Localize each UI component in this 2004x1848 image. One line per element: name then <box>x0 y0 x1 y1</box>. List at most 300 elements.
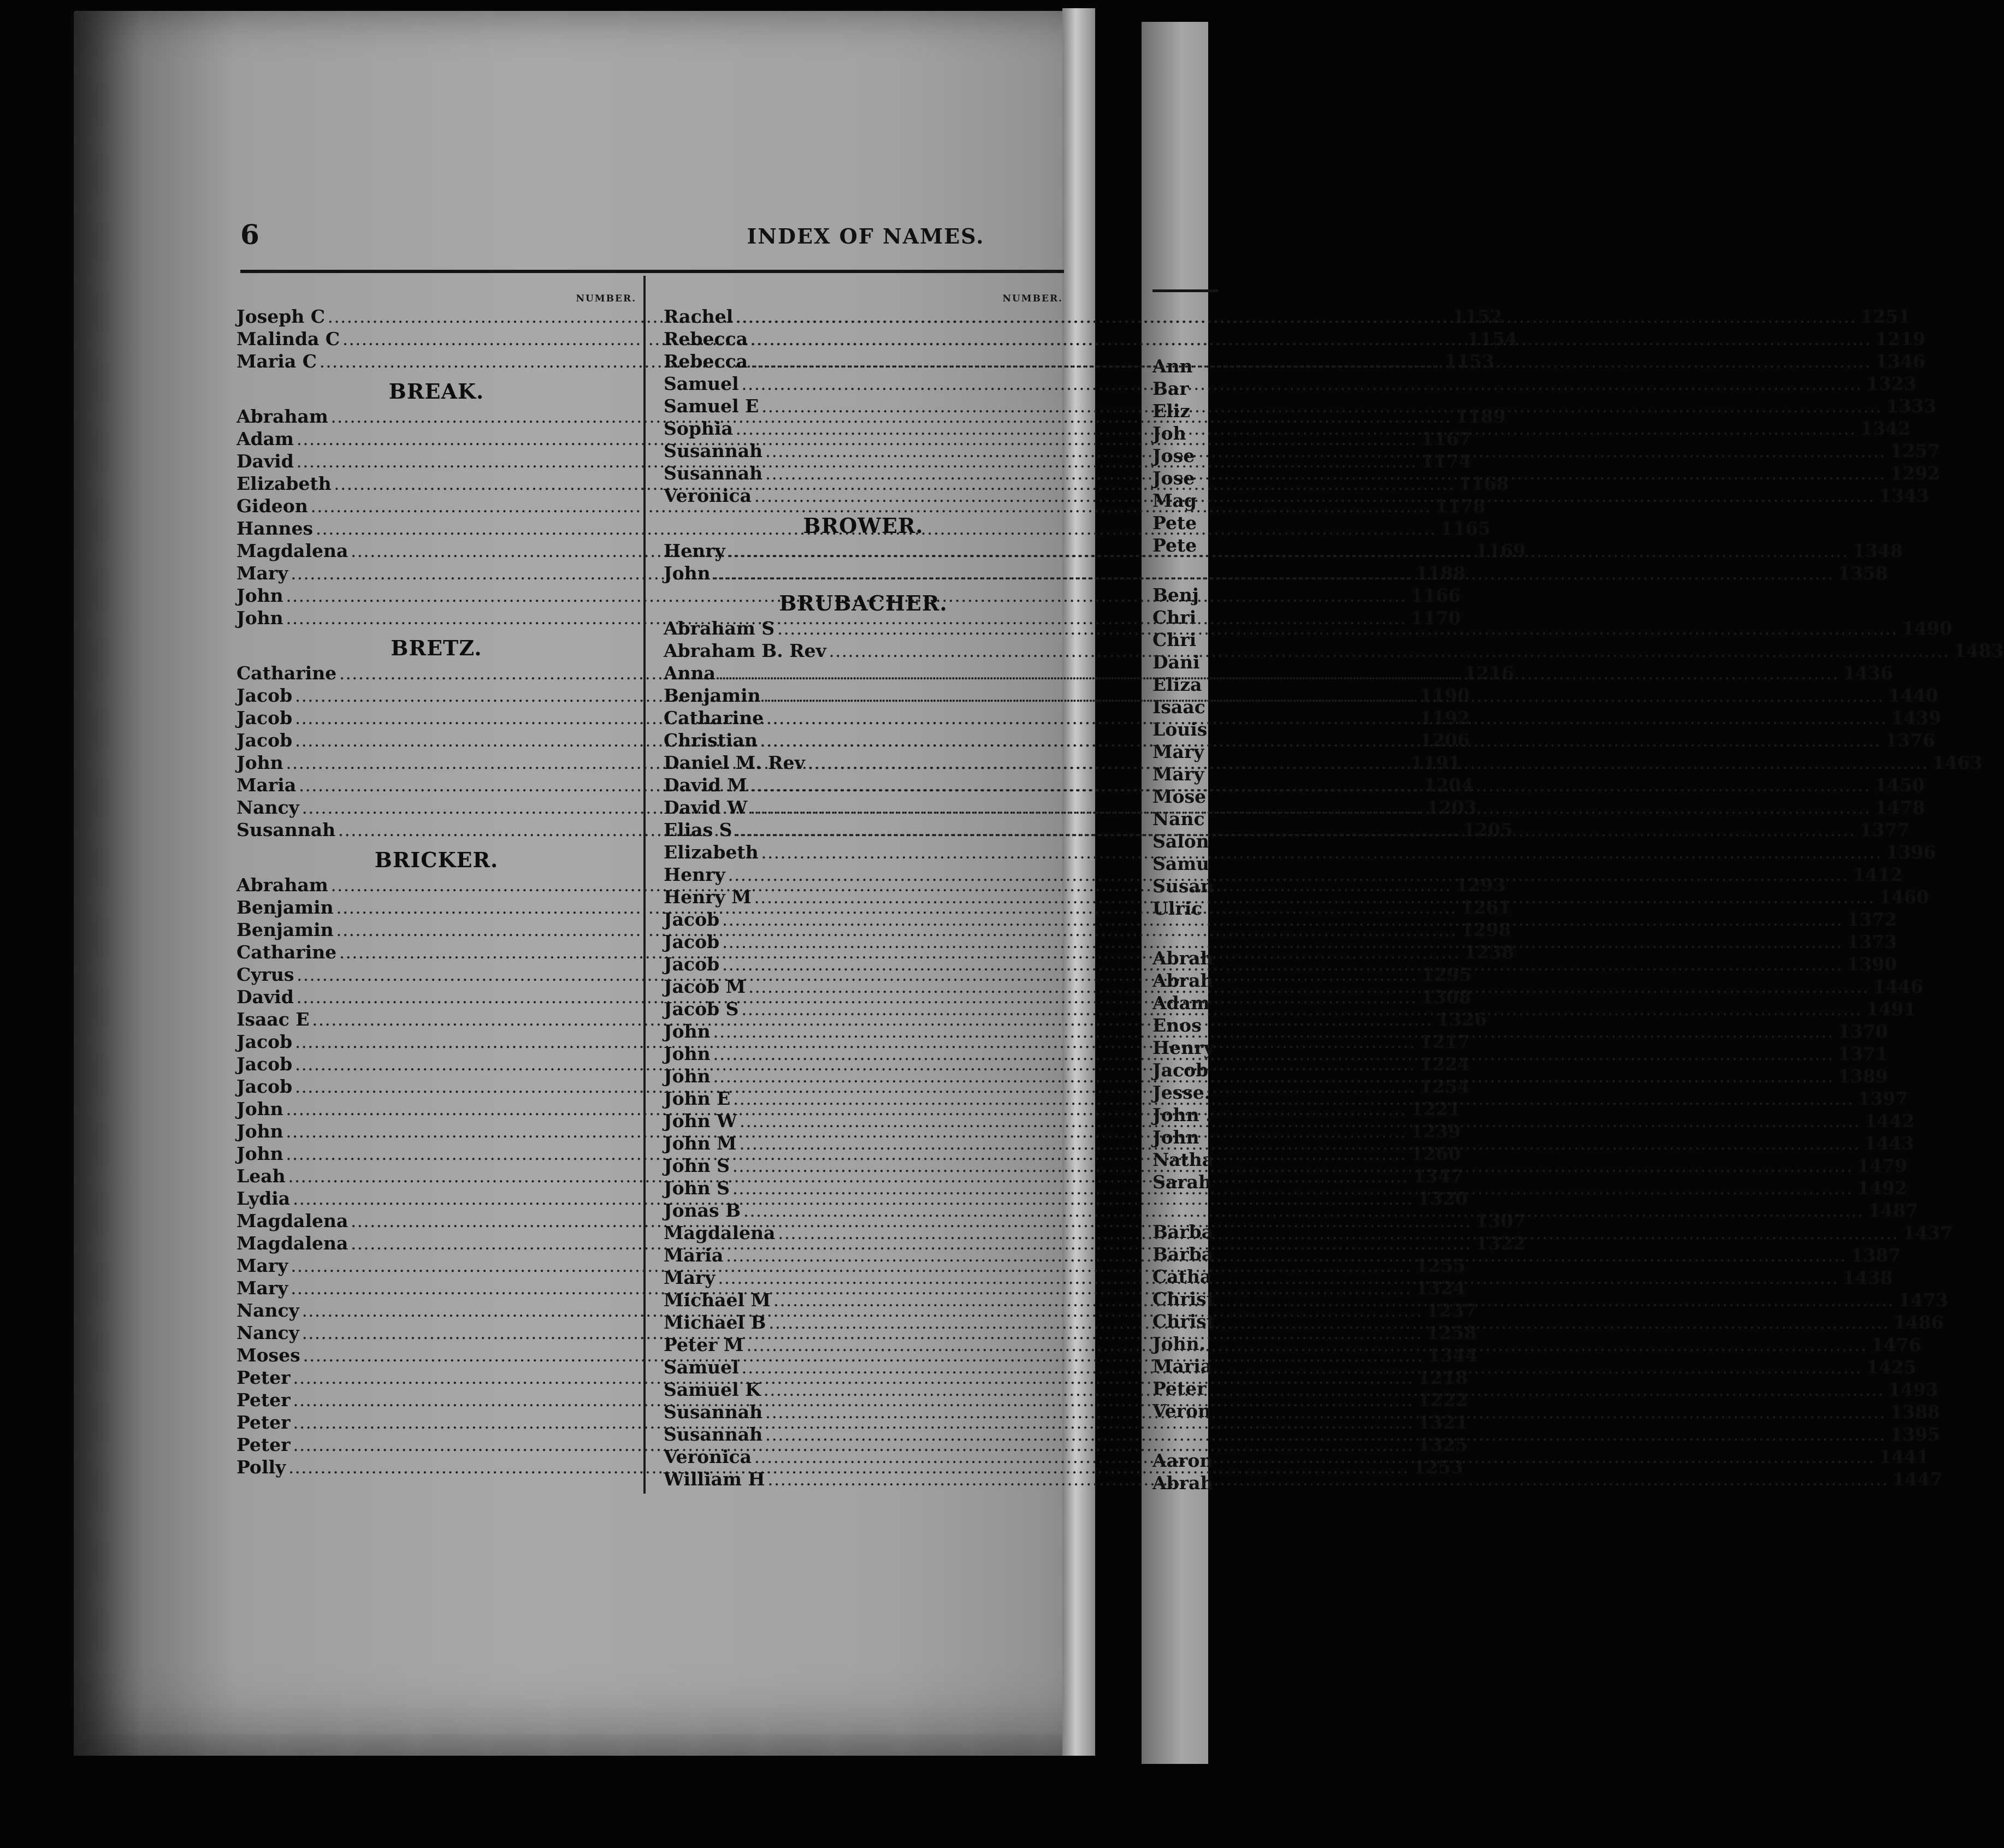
entry-number: 1238 <box>1464 941 1515 963</box>
entry-number: 1257 <box>1890 440 1941 461</box>
entry-number: 1492 <box>1857 1177 1907 1199</box>
entry-number: 1479 <box>1857 1155 1907 1176</box>
entry-number: 1460 <box>1878 886 1929 908</box>
entry-number: 1343 <box>1879 485 1929 506</box>
entry-number: 1188 <box>1415 562 1466 584</box>
entry-number: 1478 <box>1875 797 1925 818</box>
dot-leader <box>714 565 1835 587</box>
dot-leader <box>714 1023 1835 1045</box>
entry-name: Jacob <box>237 707 293 728</box>
entry-name: Mary <box>664 1267 716 1288</box>
entry-number: 1333 <box>1886 395 1937 417</box>
entry-name: Rebecca <box>664 328 748 350</box>
entry-name: Rachel <box>664 306 734 327</box>
dot-leader <box>736 308 1857 330</box>
entry-number: 1216 <box>1464 662 1515 684</box>
dot-leader <box>742 1000 1863 1023</box>
facing-page-name-fragment: Samu <box>1152 853 1210 874</box>
entry-number: 1237 <box>1426 1300 1477 1321</box>
entry-number: 1439 <box>1891 707 1942 728</box>
dot-leader <box>736 821 1857 844</box>
entry-number: 1326 <box>1437 1009 1487 1030</box>
entry-number: 1347 <box>1412 1165 1463 1187</box>
entry-number: 1490 <box>1902 618 1952 639</box>
entry-name: Benjamin <box>664 685 761 706</box>
dot-leader <box>751 353 1872 375</box>
facing-page-name-fragment: Maria <box>1152 1355 1213 1377</box>
entry-number: 1224 <box>1420 1053 1470 1075</box>
dot-leader <box>766 1426 1887 1448</box>
dot-leader <box>755 889 1876 911</box>
entry-number: 1438 <box>1842 1267 1893 1288</box>
entry-name: Abraham <box>237 874 328 896</box>
entry-name: Magdalena <box>237 1233 348 1254</box>
dot-leader <box>761 732 1882 754</box>
dot-leader <box>742 375 1863 398</box>
facing-page-name-fragment: Salon <box>1152 831 1209 852</box>
entry-name: Susannah <box>237 819 336 840</box>
entry-number: 1397 <box>1858 1088 1908 1109</box>
entry-name: Peter <box>237 1434 291 1455</box>
dot-leader <box>742 1359 1863 1381</box>
entry-number: 1253 <box>1413 1456 1464 1478</box>
facing-page-name-fragment: Jose <box>1152 445 1195 466</box>
entry-name: Michael B <box>664 1312 766 1333</box>
dot-leader <box>769 1471 1889 1493</box>
entry-number: 1387 <box>1851 1245 1901 1266</box>
entry-name: David <box>237 451 294 472</box>
entry-number: 1491 <box>1866 998 1917 1020</box>
facing-page-name-fragment: Mose <box>1152 786 1207 807</box>
entry-name: Joseph C <box>237 306 326 327</box>
entry-name: David M <box>664 774 747 796</box>
dot-leader <box>736 420 1857 442</box>
running-title: INDEX OF NAMES. <box>747 224 985 248</box>
entry-name: Mary <box>237 562 288 584</box>
surname-heading: BROWER. <box>803 513 924 538</box>
dot-leader <box>755 1448 1876 1471</box>
entry-number: 1436 <box>1843 662 1893 684</box>
header-rule <box>240 270 1064 273</box>
facing-page-name-fragment: Christ <box>1152 1288 1215 1310</box>
entry-number: 1218 <box>1417 1367 1468 1388</box>
entry-number: 1204 <box>1423 774 1474 796</box>
facing-page-name-fragment: Nanc <box>1152 808 1205 830</box>
facing-page-name-fragment: John . <box>1152 1104 1212 1126</box>
dot-leader <box>740 1112 1861 1135</box>
entry-number: 1476 <box>1871 1334 1922 1355</box>
number-column-label: NUMBER. <box>1002 293 1063 304</box>
dot-leader <box>774 1292 1895 1314</box>
facing-page-name-fragment: Mary <box>1152 741 1204 762</box>
entry-name: Susannah <box>664 1401 763 1423</box>
entry-number: 1190 <box>1420 685 1470 706</box>
entry-name: Magdalena <box>664 1222 776 1243</box>
facing-page-name-fragment: Jesse. <box>1152 1082 1211 1103</box>
entry-number: 1308 <box>1421 986 1471 1008</box>
entry-number: 1473 <box>1898 1289 1948 1311</box>
entry-number: 1370 <box>1837 1021 1888 1042</box>
entry-name: Veronica <box>664 485 752 506</box>
facing-page-name-fragment: Eliz <box>1152 400 1190 422</box>
entry-name: Hannes <box>237 518 314 539</box>
entry-number: 1206 <box>1420 730 1470 751</box>
entry-name: Jacob <box>237 1076 293 1097</box>
entry-number: 1165 <box>1440 518 1491 539</box>
entry-name: William H <box>664 1468 765 1490</box>
entry-number: 1377 <box>1859 819 1910 840</box>
entry-number: 1191 <box>1410 752 1461 773</box>
dot-leader <box>729 542 1849 565</box>
entry-number: 1324 <box>1415 1277 1466 1299</box>
entry-number: 1325 <box>1417 1434 1468 1455</box>
entry-number: 1348 <box>1852 540 1903 561</box>
entry-name: Mary <box>237 1255 288 1276</box>
entry-name: Nancy <box>237 1322 299 1343</box>
dot-leader <box>778 1224 1899 1247</box>
entry-name: Leah <box>237 1165 286 1187</box>
facing-page-name-fragment: Susan <box>1152 875 1214 897</box>
entry-number: 1221 <box>1410 1098 1461 1120</box>
dot-leader <box>749 978 1870 1000</box>
entry-name: Samuel <box>664 373 739 394</box>
entry-name: Peter <box>237 1367 291 1388</box>
entry-name: Jacob <box>664 931 720 952</box>
entry-number: 1192 <box>1420 707 1470 728</box>
dot-leader <box>747 1336 1868 1359</box>
entry-name: Jacob S <box>664 998 739 1020</box>
facing-page-name-fragment: Chri <box>1152 629 1197 650</box>
entry-number: 1437 <box>1902 1222 1953 1243</box>
facing-page-name-fragment: Benj <box>1152 584 1199 606</box>
entry-name: Jacob <box>237 730 293 751</box>
facing-page-name-fragment: Ann <box>1152 356 1193 377</box>
entry-number: 1389 <box>1837 1065 1888 1087</box>
entry-name: John W <box>664 1110 737 1132</box>
entry-name: David W <box>664 797 748 818</box>
entry-number: 1254 <box>1420 1076 1470 1097</box>
facing-page-rule <box>1152 289 1218 292</box>
surname-heading: BRETZ. <box>391 636 482 660</box>
entry-number: 1168 <box>1458 473 1509 494</box>
entry-number: 1320 <box>1417 1188 1468 1209</box>
entry-name: Nancy <box>237 797 299 818</box>
entry-name: Adam <box>237 428 294 449</box>
surname-heading: BREAK. <box>388 379 484 404</box>
entry-number: 1342 <box>1860 418 1911 439</box>
dot-leader <box>733 1157 1854 1180</box>
entry-number: 1261 <box>1461 897 1511 918</box>
entry-number: 1255 <box>1415 1255 1466 1276</box>
entry-number: 1323 <box>1866 373 1917 394</box>
entry-number: 1463 <box>1932 752 1983 773</box>
entry-number: 1217 <box>1420 1031 1470 1052</box>
entry-name: Catharine <box>237 941 337 963</box>
entry-name: Maria C <box>237 351 317 372</box>
entry-number: 1487 <box>1867 1200 1918 1221</box>
entry-number: 1390 <box>1847 953 1897 975</box>
facing-page-name-fragment: Mary <box>1152 763 1204 785</box>
entry-name: Magdalena <box>237 1210 348 1231</box>
entry-name: Michael M <box>664 1289 771 1311</box>
entry-name: Jacob M <box>664 976 746 997</box>
entry-number: 1222 <box>1417 1389 1468 1411</box>
facing-page-name-fragment: Enos <box>1152 1015 1202 1036</box>
dot-leader <box>766 1403 1887 1426</box>
dot-leader <box>762 398 1883 420</box>
entry-name: Jacob <box>237 1053 293 1075</box>
dot-leader <box>764 687 1885 709</box>
facing-page-name-fragment: Isaac <box>1152 696 1205 718</box>
entry-number: 1189 <box>1455 406 1506 427</box>
entry-number: 1322 <box>1475 1233 1526 1254</box>
dot-leader <box>769 1314 1890 1336</box>
dot-leader <box>740 1135 1861 1157</box>
entry-number: 1295 <box>1421 964 1472 985</box>
dot-leader <box>723 933 1843 956</box>
entry-name: John <box>664 1021 711 1042</box>
dot-leader <box>726 1247 1847 1269</box>
entry-name: Elias S <box>664 819 732 840</box>
entry-name: Benjamin <box>237 919 334 940</box>
entry-number: 1178 <box>1435 495 1486 517</box>
entry-name: Peter <box>237 1389 291 1411</box>
entry-number: 1412 <box>1852 864 1903 885</box>
entry-name: John M <box>664 1133 737 1154</box>
entry-name: Jacob <box>664 909 720 930</box>
entry-number: 1371 <box>1837 1043 1888 1064</box>
entry-number: 1154 <box>1467 328 1518 350</box>
entry-number: 1219 <box>1875 328 1925 350</box>
entry-name: Anna <box>664 662 716 684</box>
facing-page-name-fragment: Jose <box>1152 467 1195 489</box>
dot-leader <box>714 1045 1835 1068</box>
entry-number: 1239 <box>1410 1121 1461 1142</box>
entry-name: John <box>237 752 283 773</box>
entry-name: John S <box>664 1177 730 1199</box>
dot-leader <box>723 956 1843 978</box>
entry-number: 1446 <box>1873 976 1924 997</box>
entry-name: Nancy <box>237 1300 299 1321</box>
entry-number: 1483 <box>1953 640 2004 661</box>
entry-number: 1358 <box>1837 562 1888 584</box>
dot-leader <box>744 1202 1865 1224</box>
facing-page-name-fragment: Veron <box>1152 1400 1211 1421</box>
entry-number: 1166 <box>1410 585 1461 606</box>
entry-name: Abraham <box>237 406 328 427</box>
entry-number: 1396 <box>1885 842 1936 863</box>
facing-page-name-fragment: Henry <box>1152 1037 1214 1058</box>
surname-heading: BRUBACHER. <box>779 591 948 615</box>
entry-number: 1260 <box>1410 1143 1461 1164</box>
entry-number: 1174 <box>1421 451 1471 472</box>
entry-name: Jacob <box>237 685 293 706</box>
facing-page-name-fragment: John <box>1152 1127 1199 1148</box>
dot-leader <box>714 1068 1835 1090</box>
entry-number: 1152 <box>1452 306 1503 327</box>
entry-number: 1321 <box>1417 1412 1468 1433</box>
entry-name: John S <box>664 1155 730 1176</box>
entry-name: Henry <box>664 540 725 561</box>
entry-number: 1258 <box>1426 1322 1477 1343</box>
entry-name: Cyrus <box>237 964 294 985</box>
facing-page-name-fragment: Barba <box>1152 1221 1214 1242</box>
entry-name: Christian <box>664 730 758 751</box>
dot-leader <box>733 1180 1854 1202</box>
facing-page-name-fragment: Mag <box>1152 490 1197 511</box>
entry-name: Gideon <box>237 495 308 517</box>
entry-name: Samuel <box>664 1357 739 1378</box>
entry-number: 1388 <box>1890 1401 1941 1423</box>
facing-page-name-fragment: Louis <box>1152 719 1208 740</box>
entry-name: Henry <box>664 864 725 885</box>
entry-name: John <box>237 607 283 629</box>
dot-leader <box>750 777 1871 799</box>
entry-name: Susannah <box>664 440 763 461</box>
entry-number: 1167 <box>1421 428 1471 449</box>
entry-number: 1307 <box>1475 1210 1526 1231</box>
entry-number: 1298 <box>1461 919 1511 940</box>
facing-page-name-fragment: Peter <box>1152 1378 1207 1399</box>
dot-leader <box>723 911 1843 933</box>
entry-name: John <box>664 562 711 584</box>
entry-name: Maria <box>237 774 297 796</box>
entry-name: Rebecca <box>664 351 748 372</box>
facing-page-name-fragment: Ulric <box>1152 898 1203 919</box>
page-number: 6 <box>240 218 259 251</box>
dot-leader <box>767 709 1888 732</box>
facing-page-name-fragment: Pete <box>1152 512 1197 534</box>
page-header <box>240 218 1060 251</box>
facing-page-name-fragment: Jacob <box>1152 1059 1209 1081</box>
entry-name: John <box>664 1043 711 1064</box>
entry-number: 1450 <box>1874 774 1925 796</box>
dot-leader <box>762 844 1883 866</box>
dot-leader <box>778 620 1899 642</box>
entry-number: 1395 <box>1890 1424 1941 1445</box>
entry-name: Peter M <box>664 1334 744 1355</box>
number-column-label: NUMBER. <box>576 293 636 304</box>
dot-leader <box>729 866 1849 889</box>
entry-name: Daniel M. Rev <box>664 752 805 773</box>
entry-name: John <box>237 1098 283 1120</box>
entry-name: John E <box>664 1088 731 1109</box>
facing-page-name-fragment: Adam <box>1152 992 1210 1014</box>
surname-heading: BRICKER. <box>374 848 499 872</box>
entry-name: Elizabeth <box>237 473 332 494</box>
facing-page-name-fragment: Aaron <box>1152 1450 1213 1471</box>
entry-name: Maria <box>664 1245 724 1266</box>
entry-name: Jonas B <box>664 1200 741 1221</box>
entry-number: 1376 <box>1884 730 1935 751</box>
dot-leader <box>766 465 1887 487</box>
entry-number: 1153 <box>1444 351 1494 372</box>
entry-name: Lydia <box>237 1188 291 1209</box>
facing-page-name-fragment: Dani <box>1152 651 1200 673</box>
entry-name: Mary <box>237 1277 288 1299</box>
entry-name: Abraham S <box>664 618 775 639</box>
entry-name: Henry M <box>664 886 752 908</box>
facing-page-name-fragment: Abrah <box>1152 970 1214 991</box>
entry-number: 1372 <box>1847 909 1897 930</box>
facing-page-name-fragment: Joh <box>1152 423 1186 444</box>
facing-page-name-fragment: Barba <box>1152 1243 1214 1265</box>
entry-name: Samuel K <box>664 1379 761 1400</box>
entry-number: 1442 <box>1864 1110 1915 1132</box>
entry-name: Jacob <box>237 1031 293 1052</box>
dot-leader <box>830 642 1950 665</box>
entry-name: Peter <box>237 1412 291 1433</box>
entry-number: 1203 <box>1426 797 1477 818</box>
entry-number: 1170 <box>1410 607 1461 629</box>
entry-name: Isaac E <box>237 1009 310 1030</box>
entry-name: Malinda C <box>237 328 340 350</box>
dot-leader <box>718 1269 1839 1292</box>
dot-leader <box>750 799 1871 821</box>
entry-number: 1293 <box>1455 874 1506 896</box>
entry-number: 1443 <box>1864 1133 1914 1154</box>
entry-number: 1441 <box>1879 1446 1929 1467</box>
entry-name: Abraham B. Rev <box>664 640 826 661</box>
entry-number: 1292 <box>1890 463 1941 484</box>
entry-number: 1440 <box>1888 685 1938 706</box>
entry-name: Susannah <box>664 1424 763 1445</box>
facing-page-name-fragment: Chri <box>1152 607 1197 628</box>
entry-name: Polly <box>237 1456 286 1478</box>
facing-page-name-fragment: Natha <box>1152 1149 1214 1170</box>
entry-number: 1205 <box>1463 819 1514 840</box>
facing-page-name-fragment: Abrah <box>1152 947 1214 969</box>
entry-name: John <box>664 1065 711 1087</box>
entry-name: Catharine <box>664 707 764 728</box>
entry-number: 1425 <box>1866 1357 1917 1378</box>
dot-leader <box>719 665 1840 687</box>
dot-leader <box>755 487 1876 510</box>
dot-leader <box>751 330 1872 353</box>
facing-page-name-fragment: John. <box>1152 1333 1206 1354</box>
dot-leader <box>734 1090 1854 1112</box>
facing-page-name-fragment: Catha <box>1152 1266 1212 1287</box>
entry-name: Benjamin <box>237 897 334 918</box>
facing-page-name-fragment: Sarah <box>1152 1171 1211 1193</box>
entry-number: 1493 <box>1888 1379 1938 1400</box>
facing-page-name-fragment: Pete <box>1152 535 1197 556</box>
entry-number: 1169 <box>1475 540 1526 561</box>
entry-name: Elizabeth <box>664 842 759 863</box>
entry-name: Magdalena <box>237 540 348 561</box>
entry-name: Moses <box>237 1344 300 1366</box>
facing-page-name-fragment: Eliza <box>1152 674 1202 695</box>
dot-leader <box>764 1381 1885 1403</box>
dot-leader <box>808 754 1929 777</box>
entry-number: 1373 <box>1847 931 1897 952</box>
facing-page-name-fragment: Abrah <box>1152 1472 1214 1494</box>
entry-name: David <box>237 986 294 1008</box>
entry-name: Sophia <box>664 418 733 439</box>
facing-page-name-fragment: Bar <box>1152 378 1189 399</box>
entry-name: Susannah <box>664 463 763 484</box>
entry-name: John <box>237 1121 283 1142</box>
entry-number: 1346 <box>1875 351 1925 372</box>
entry-name: Jacob <box>664 953 720 975</box>
entry-name: John <box>237 585 283 606</box>
entry-name: Samuel E <box>664 395 759 417</box>
facing-page-name-fragment: Christ <box>1152 1311 1215 1332</box>
dot-leader <box>766 442 1887 465</box>
entry-number: 1344 <box>1427 1344 1478 1366</box>
entry-name: John <box>237 1143 283 1164</box>
entry-number: 1447 <box>1892 1468 1943 1490</box>
